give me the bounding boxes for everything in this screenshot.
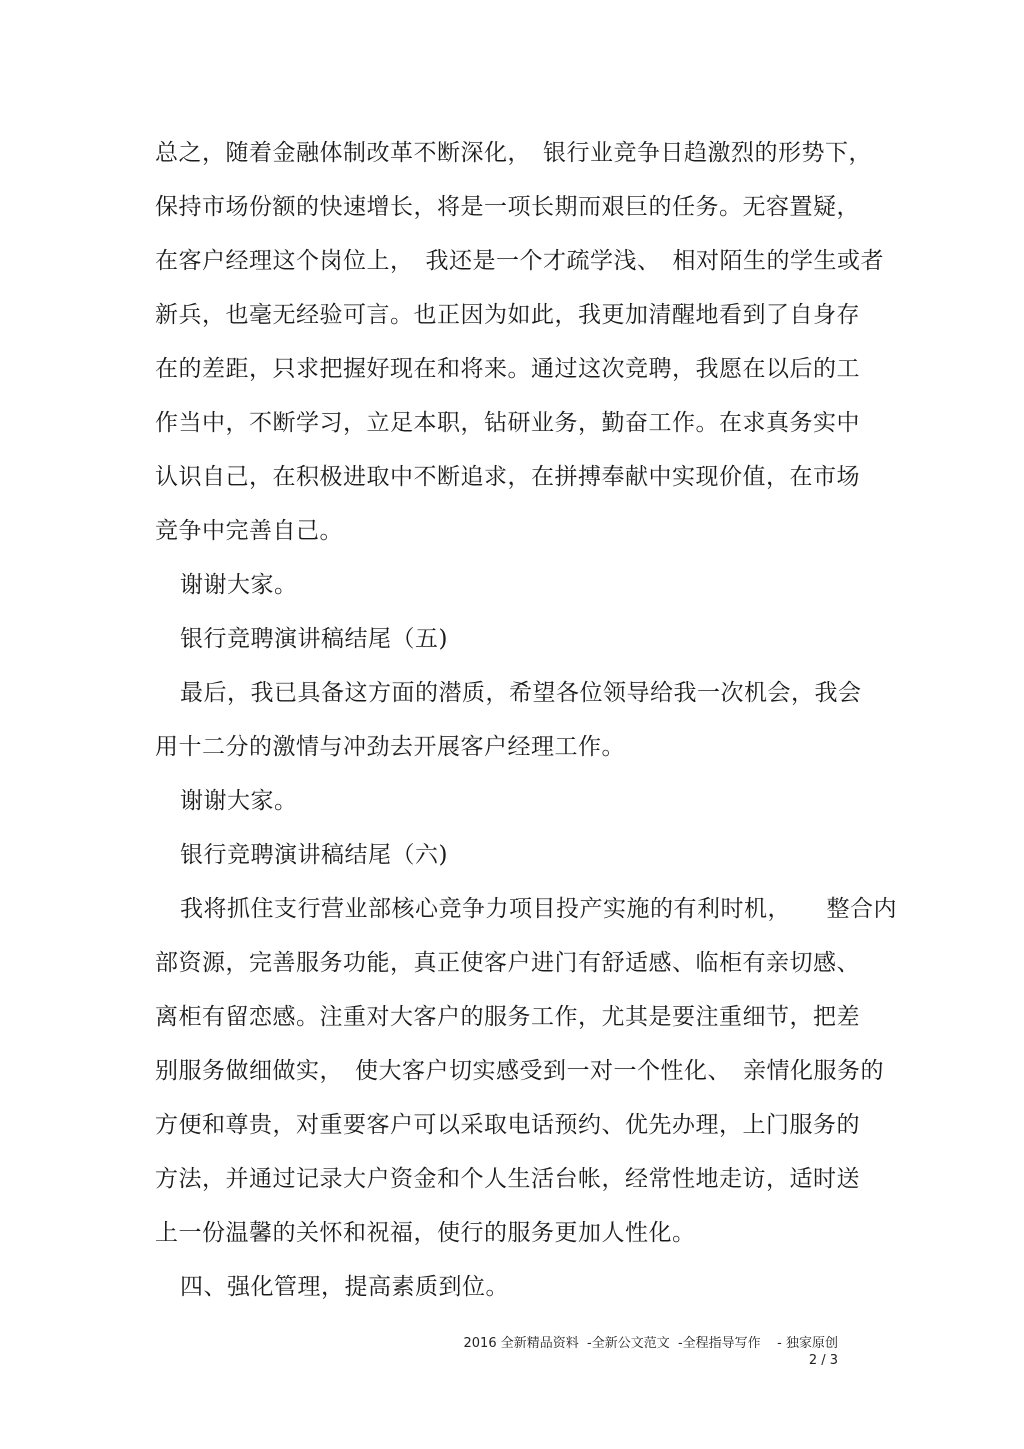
paragraph-line: 方法，并通过记录大户资金和个人生活台帐，经常性地走访，适时送 — [155, 1166, 860, 1192]
section-heading: 银行竞聘演讲稿结尾（五) — [180, 626, 448, 652]
footer-tagline: 2016 全新精品资料 -全新公文范文 -全程指导写作 - 独家原创 — [463, 1336, 838, 1351]
closing-thanks: 谢谢大家。 — [180, 572, 298, 598]
paragraph-line: 最后，我已具备这方面的潜质，希望各位领导给我一次机会，我会 — [180, 680, 862, 706]
page-number: 2 / 3 — [808, 1353, 838, 1368]
paragraph-line: 作当中，不断学习，立足本职，钻研业务，勤奋工作。在求真务实中 — [155, 410, 860, 436]
paragraph-line: 方便和尊贵，对重要客户可以采取电话预约、优先办理，上门服务的 — [155, 1112, 860, 1138]
paragraph-line: 总之，随着金融体制改革不断深化， 银行业竞争日趋激烈的形势下， — [155, 140, 872, 166]
paragraph-line: 上一份温馨的关怀和祝福，使行的服务更加人性化。 — [155, 1220, 696, 1246]
paragraph-line: 认识自己，在积极进取中不断追求，在拼搏奉献中实现价值，在市场 — [155, 464, 860, 490]
paragraph-line: 新兵，也毫无经验可言。也正因为如此，我更加清醒地看到了自身存 — [155, 302, 860, 328]
paragraph-line: 用十二分的激情与冲劲去开展客户经理工作。 — [155, 734, 625, 760]
paragraph-line: 我将抓住支行营业部核心竞争力项目投产实施的有利时机， 整合内 — [180, 896, 897, 922]
paragraph-line: 竞争中完善自己。 — [155, 518, 343, 544]
paragraph-line: 部资源，完善服务功能，真正使客户进门有舒适感、临柜有亲切感、 — [155, 950, 860, 976]
paragraph-line: 别服务做细做实， 使大客户切实感受到一对一个性化、 亲情化服务的 — [155, 1058, 884, 1084]
closing-thanks: 谢谢大家。 — [180, 788, 298, 814]
section-heading: 银行竞聘演讲稿结尾（六) — [180, 842, 448, 868]
subsection-heading: 四、强化管理，提高素质到位。 — [180, 1274, 509, 1300]
paragraph-line: 离柜有留恋感。注重对大客户的服务工作，尤其是要注重细节，把差 — [155, 1004, 860, 1030]
paragraph-line: 保持市场份额的快速增长，将是一项长期而艰巨的任务。无容置疑， — [155, 194, 860, 220]
paragraph-line: 在客户经理这个岗位上， 我还是一个才疏学浅、 相对陌生的学生或者 — [155, 248, 884, 274]
paragraph-line: 在的差距，只求把握好现在和将来。通过这次竞聘，我愿在以后的工 — [155, 356, 860, 382]
